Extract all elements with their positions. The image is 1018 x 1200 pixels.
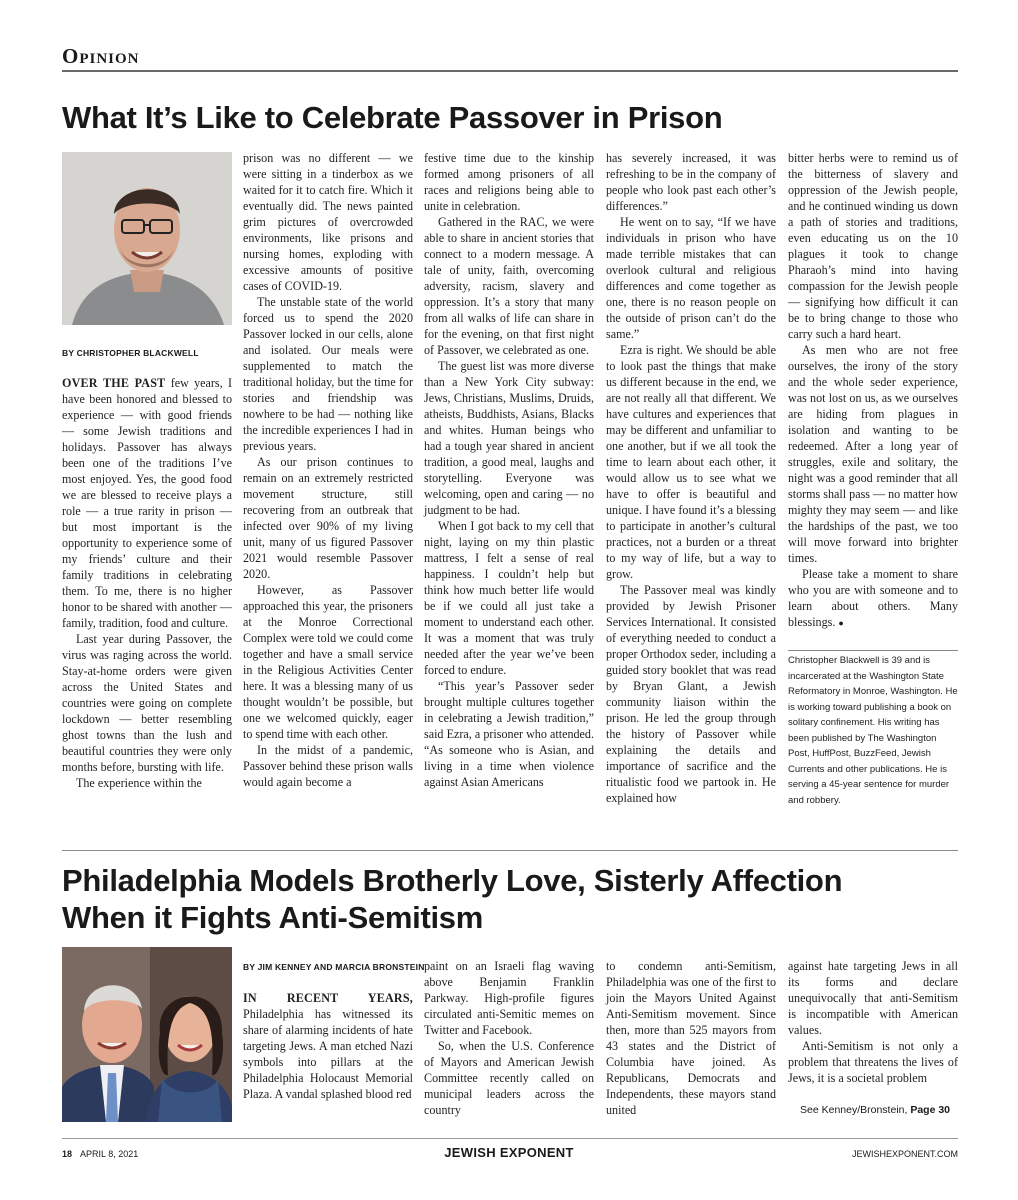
article1-paragraph: When I got back to my cell that night, laying on my thin plastic mattress, I felt a sense of real happiness. I couldn’t help but think how much better life would be if we could all just take a moment to understand each other. It was a moment that was truly needed after the year we’ve been forced to endure. — [424, 519, 594, 677]
article2-column-4 — [788, 958, 958, 1086]
article1-paragraph: The guest list was more diverse than a New York City subway: Jews, Christians, Muslims, Druids, atheists, Buddhists, Asians, Blacks and whites. Human beings who had a tough year shared in ancient tradition, a good meal, laughs and storytelling. Everyone was welcoming, open and caring — no judgment to be had. — [424, 359, 594, 517]
portrait-illustration — [62, 947, 232, 1122]
article2-headline: Philadelphia Models Brotherly Love, Sisterly Affection When it Fights Anti-Semitism — [62, 863, 843, 935]
footer-rule — [62, 1138, 958, 1139]
article1-lead-in: OVER THE PAST — [62, 376, 166, 390]
bio-rule — [788, 650, 958, 651]
section-label: Opinion — [62, 44, 140, 68]
article1-paragraph: OVER THE PAST few years, I have been honored and blessed to experience — with good friends — some Jewish traditions and holidays. Passover has always been one of the traditions I’ve most enjoyed. Yes, the good food we are blessed to receive plays a role — a true rarity in prison — but most important is the opportunity to experience some of my friends’ culture and their family traditions in celebrating them. To me, there is no higher honor to be shared with another — family, tradition, food and culture. — [62, 376, 232, 630]
article1-paragraph: As men who are not free ourselves, the irony of the story and the whole seder experience, was not lost on us, as we ourselves are hiding from plagues in isolation and wanting to be redeemed. After a long year of struggles, exile and solitary, the night was a good reminder that all storms shall pass — no matter how mighty they may seem — and like the hardships of the past, we too will move forward into brighter times. — [788, 343, 958, 565]
author-photo-kenney-bronstein — [62, 947, 232, 1122]
article1-paragraph: Please take a moment to share who you are with someone and to learn about others. Many blessings. ● — [788, 567, 958, 629]
article1-paragraph: bitter herbs were to remind us of the bitterness of slavery and oppression of the Jewish people, and he continued winding us down a path of stories and traditions, even educating us on the 10 plagues it took to change Pharaoh’s mind into having compassion for the Jewish people — signifying how difficult it can be to bring change to those who carry such a hard heart. — [788, 151, 958, 341]
article2-column-2 — [424, 958, 594, 1118]
article1-paragraph: Last year during Passover, the virus was raging across the world. Stay-at-home orders were given across the United States and countries were going on complete lockdown — better resembling ghost towns than the lush and beautiful countries they were only months before, bursting with life. — [62, 632, 232, 774]
article1-paragraph: The Passover meal was kindly provided by Jewish Prisoner Services International. It consisted of everything needed to conduct a proper Orthodox seder, including a guided story booklet that was read by Bryan Glant, a Jewish community liaison within the prison. He led the group through the history of Passover while explaining the details and importance of sacrifice and the ritualistic food we partook in. He explained how — [606, 583, 776, 805]
article1-paragraph: The experience within the — [76, 776, 202, 790]
page-number: 18 — [62, 1149, 73, 1159]
article2-byline: BY JIM KENNEY AND MARCIA BRONSTEIN — [243, 962, 425, 972]
article2-paragraph: So, when the U.S. Conference of Mayors and American Jewish Committee recently called on municipal leaders across the country — [424, 1039, 594, 1117]
article2-paragraph: to condemn anti-Semitism, Philadelphia was one of the first to join the Mayors United Against Anti-Semitism movement. Since then, more than 525 mayors from 43 states and the District of Columbia have joined. As Republicans, Democrats and Independents, these mayors stand united — [606, 959, 776, 1117]
article1-paragraph: prison was no different — we were sitting in a tinderbox as we waited for it to catch fire. Which it eventually did. The news painted grim pictures of overcrowded environments, like prisons and nursing homes, exploding with excessive amounts of positive cases of COVID-19. — [243, 151, 413, 293]
article1-paragraph: has severely increased, it was refreshing to be in the company of people who look past each other’s differences.” — [606, 151, 776, 213]
continued-jump-line: See Kenney/Bronstein, Page 30 — [800, 1104, 951, 1116]
article1-paragraph: He went on to say, “If we have individuals in prison who have made terrible mistakes that can overlook cultural and religious differences and come together as one, there is no reason people on the outside of prison can’t do the same.” — [606, 215, 776, 341]
portrait-illustration — [62, 152, 232, 325]
continued-page: Page 30 — [910, 1104, 951, 1116]
article2-lead-in: IN RECENT YEARS, — [243, 991, 413, 1005]
publication-website: JEWISHEXPONENT.COM — [851, 1149, 958, 1159]
author-photo-blackwell — [62, 152, 232, 325]
article1-paragraph: Gathered in the RAC, we were able to share in ancient stories that connect to a modern message. A tale of unity, faith, overcoming adversity, racism, slavery and oppression. It’s a story that many from all walks of life can share in for the evening, on that first night of Passover, we celebrated as one. — [424, 215, 594, 357]
article1-paragraph: In the midst of a pandemic, Passover behind these prison walls would again become a — [243, 743, 413, 789]
article2-column-3 — [606, 958, 776, 1118]
article1-column-5 — [788, 150, 958, 631]
article1-paragraph: However, as Passover approached this year, the prisoners at the Monroe Correctional Complex were told we could come together and have a small service in the Religious Activities Center here. It was a blessing many of us thought wouldn’t be possible, but one we welcomed quickly, eager to spend time with each other. — [243, 583, 413, 741]
article1-paragraph: The unstable state of the world forced us to spend the 2020 Passover locked in our cells, alone and isolated. Our meals were supplemented to match the traditional holiday, but the time for stories and friendship was nowhere to be had — nothing like the incredible experiences I had in previous years. — [243, 295, 413, 453]
article2-column-1 — [243, 990, 413, 1102]
article1-headline: What It’s Like to Celebrate Passover in Prison — [62, 100, 723, 135]
author-bio: Christopher Blackwell is 39 and is incarcerated at the Washington State Reformatory in Monroe, Washington. He is working toward publishing a book on solitary confinement. His writing has been published by The Washington Post, HuffPost, BuzzFeed, Jewish Currents and other publications. He is serving a 45-year sentence for murder and robbery. — [788, 655, 958, 806]
article1-column-2 — [243, 150, 413, 790]
issue-date: APRIL 8, 2021 — [80, 1149, 139, 1159]
article1-paragraph: Ezra is right. We should be able to look past the things that make us different because in the end, we are not really all that different. We have cultures and experiences that may be different and unfamiliar to one another, but if we all took the time to learn about each other, it would allow us to see what we have to offer is beautiful and unique. I have found it’s a blessing to participate in another’s cultural practices, not a burden or a threat to my way of life, but a way to grow. — [606, 343, 776, 581]
article1-column-4 — [606, 150, 776, 806]
article1-column-3 — [424, 150, 594, 790]
article1-paragraph: As our prison continues to remain on an extremely restricted movement structure, still recovering from an outbreak that infected over 90% of my living unit, many of us figured Passover 2021 would resemble Passover 2020. — [243, 455, 413, 581]
article2-paragraph: against hate targeting Jews in all its forms and declare unequivocally that anti-Semitism is incompatible with American values. — [788, 959, 958, 1037]
article1-paragraph: “This year’s Passover seder brought multiple cultures together in celebrating a Jewish tradition,” said Ezra, a prisoner who attended. “As someone who is Asian, and living in a time when violence against Asian Americans — [424, 679, 594, 789]
publication-name: JEWISH EXPONENT — [444, 1145, 574, 1160]
article2-paragraph: paint on an Israeli flag waving above Benjamin Franklin Parkway. High-profile figures circulated anti-Semitic memes on Twitter and Facebook. — [424, 959, 594, 1037]
end-mark-icon: ● — [838, 618, 844, 628]
article2-paragraph: IN RECENT YEARS, Philadelphia has witnessed its share of alarming incidents of hate targeting Jews. A man etched Nazi symbols into pillars at the Philadelphia Holocaust Memorial Plaza. A vandal splashed blood red — [243, 991, 413, 1101]
article-divider — [62, 850, 958, 851]
article2-paragraph: Anti-Semitism is not only a problem that threatens the lives of Jews, it is a societal problem — [788, 1039, 958, 1085]
article1-byline: BY CHRISTOPHER BLACKWELL — [62, 348, 199, 358]
section-rule — [62, 70, 958, 72]
article1-column-1 — [62, 375, 232, 791]
article1-paragraph: festive time due to the kinship formed among prisoners of all races and religions being able to unite in celebration. — [424, 151, 594, 213]
